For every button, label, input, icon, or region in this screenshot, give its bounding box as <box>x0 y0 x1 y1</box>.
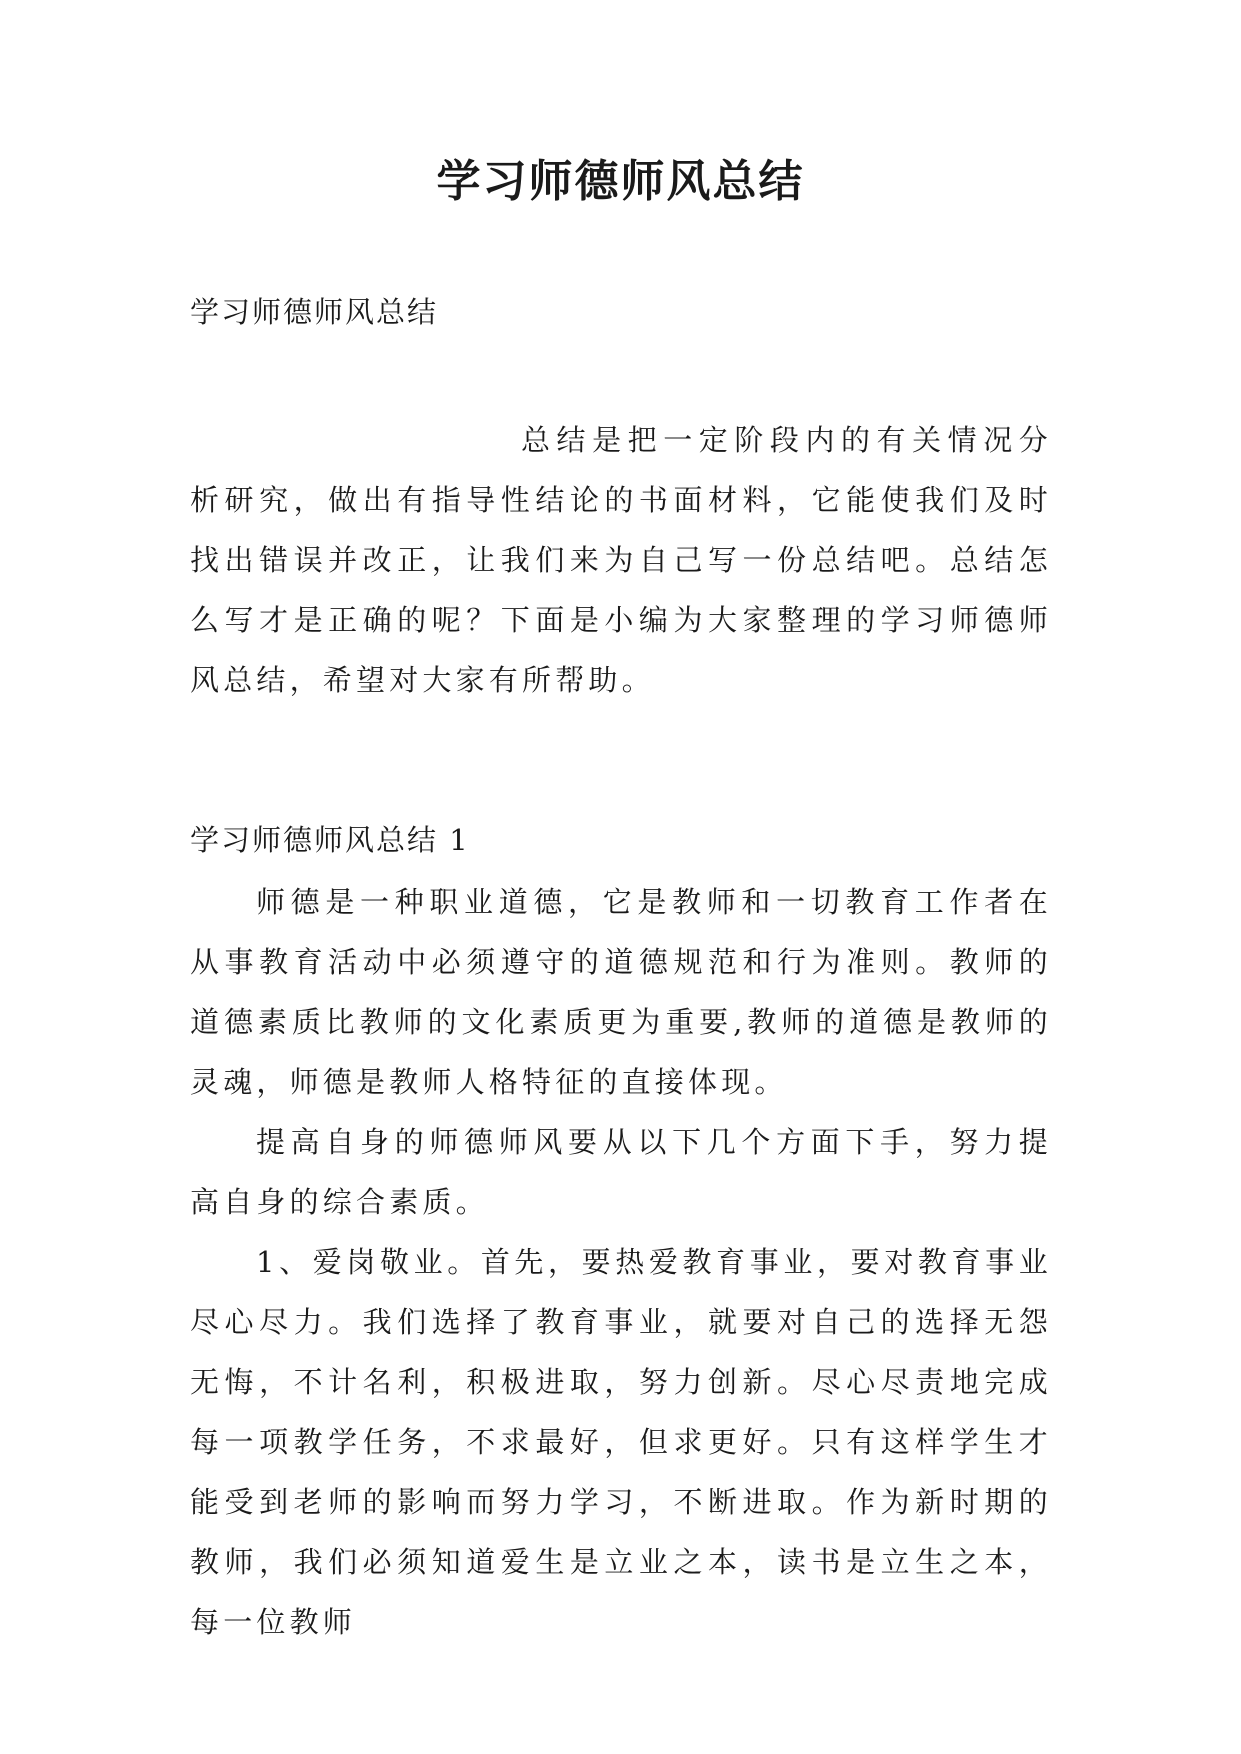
body-paragraph: 1、爱岗敬业。首先，要热爱教育事业，要对教育事业尽心尽力。我们选择了教育事业，就要对自己的选择无怨无悔，不计名利，积极进取，努力创新。尽心尽责地完成每一项教学任务，不求最好，但求更好。只有这样学生才能受到老师的影响而努力学习，不断进取。作为新时期的教师，我们必须知道爱生是立业之本，读书是立生之本，每一位教师 <box>190 1245 1052 1639</box>
body-paragraph: 师德是一种职业道德，它是教师和一切教育工作者在从事教育活动中必须遵守的道德规范和行为准则。教师的道德素质比教师的文化素质更为重要,教师的道德是教师的灵魂，师德是教师人格特征的直接体现。 <box>190 885 1052 1099</box>
document-title: 学习师德师风总结 <box>436 156 805 207</box>
section-body <box>190 872 1052 1652</box>
intro-paragraph: 总结是把一定阶段内的有关情况分析研究，做出有指导性结论的书面材料，它能使我们及时找出错误并改正，让我们来为自己写一份总结吧。总结怎么写才是正确的呢？下面是小编为大家整理的学习师德师风总结，希望对大家有所帮助。 <box>190 423 1052 697</box>
body-paragraph: 提高自身的师德师风要从以下几个方面下手，努力提高自身的综合素质。 <box>190 1125 1052 1219</box>
document-subtitle: 学习师德师风总结 <box>190 295 439 329</box>
section-heading: 学习师德师风总结 1 <box>190 823 470 857</box>
